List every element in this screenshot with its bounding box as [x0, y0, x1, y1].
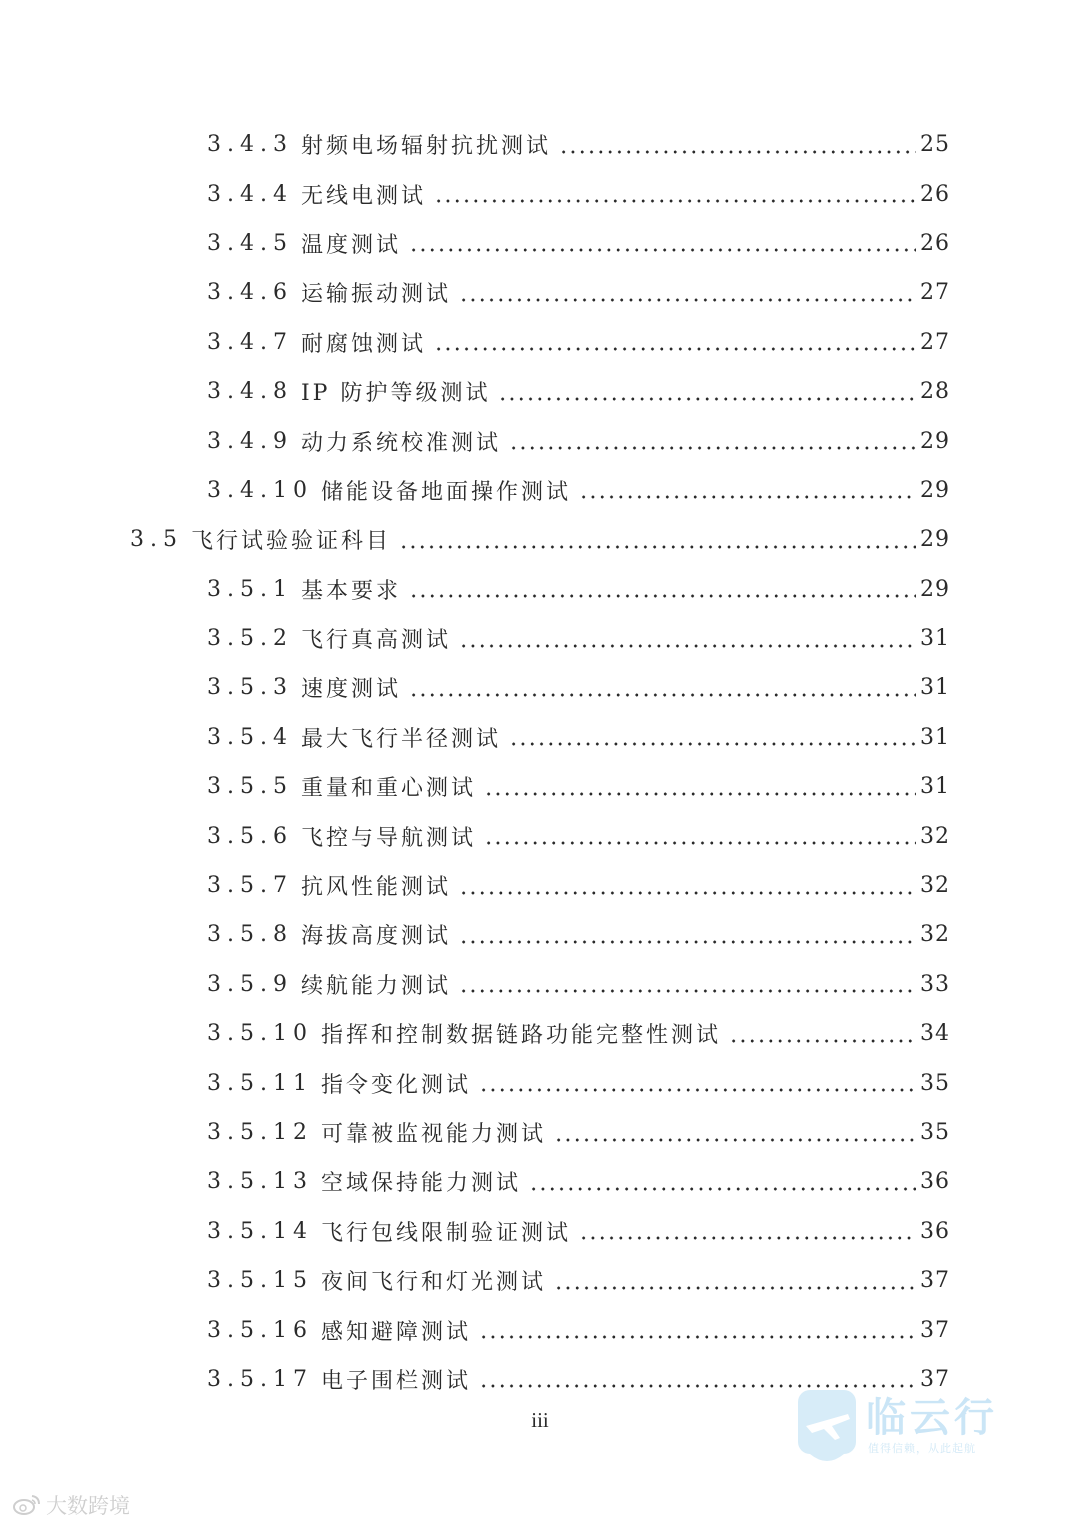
toc-entry-page: 31 — [920, 724, 950, 750]
toc-entry[interactable] — [0, 811, 1080, 860]
watermark-right-title: 临云行 — [866, 1395, 998, 1441]
toc-entry-number: 3.5.10 — [207, 1021, 313, 1047]
toc-dot-leader — [509, 444, 916, 452]
toc-dot-leader — [729, 1037, 916, 1045]
toc-entry-page: 31 — [920, 774, 950, 800]
toc-entry-title: 速度测试 — [300, 677, 401, 703]
toc-entry-title: 温度测试 — [300, 232, 401, 258]
toc-entry-number: 3.5.9 — [207, 971, 293, 997]
toc-entry-title: 指挥和控制数据链路功能完整性测试 — [320, 1023, 721, 1049]
toc-dot-leader — [434, 345, 916, 353]
toc-entry-number: 3.4.6 — [207, 280, 293, 306]
toc-entry-page: 26 — [920, 230, 950, 256]
toc-entry-number: 3.5.11 — [207, 1070, 313, 1096]
toc-entry[interactable] — [0, 318, 1080, 367]
toc-dot-leader — [409, 246, 916, 254]
toc-dot-leader — [409, 592, 916, 600]
toc-entry-page: 28 — [920, 379, 950, 405]
toc-entry-title: 空域保持能力测试 — [320, 1171, 521, 1197]
toc-dot-leader — [559, 148, 916, 156]
toc-entry[interactable] — [0, 861, 1080, 910]
toc-entry-title: 飞行包线限制验证测试 — [320, 1220, 571, 1246]
toc-entry-page: 35 — [920, 1120, 950, 1145]
toc-entry-number: 3.5.3 — [207, 675, 293, 701]
toc-entry-number: 3.5 — [130, 527, 183, 553]
toc-entry-number: 3.5.7 — [207, 873, 293, 899]
toc-entry-page: 32 — [920, 823, 950, 849]
weibo-logo-icon — [12, 1493, 42, 1517]
toc-entry-page: 34 — [920, 1021, 950, 1047]
toc-dot-leader — [484, 839, 916, 847]
toc-entry[interactable] — [0, 614, 1080, 663]
toc-dot-leader — [498, 395, 916, 403]
toc-entry-title: 飞控与导航测试 — [300, 825, 476, 851]
toc-entry-number: 3.5.4 — [207, 724, 293, 750]
toc-entry[interactable] — [0, 515, 1080, 564]
toc-entry-title: 抗风性能测试 — [300, 875, 451, 901]
toc-entry-title: 夜间飞行和灯光测试 — [320, 1270, 546, 1296]
toc-entry[interactable] — [0, 1207, 1080, 1256]
toc-entry-title: 续航能力测试 — [300, 973, 451, 999]
toc-dot-leader — [479, 1333, 916, 1341]
toc-entry-title: 飞行真高测试 — [300, 628, 451, 654]
toc-entry-number: 3.4.10 — [207, 477, 313, 503]
toc-dot-leader — [459, 296, 916, 304]
toc-entry-title: 可靠被监视能力测试 — [320, 1122, 546, 1147]
toc-dot-leader — [579, 1234, 916, 1242]
toc-dot-leader — [459, 642, 916, 650]
toc-dot-leader — [579, 493, 916, 501]
toc-entry-number: 3.5.12 — [207, 1120, 313, 1145]
toc-entry[interactable] — [0, 219, 1080, 268]
toc-entry-page: 29 — [920, 527, 950, 553]
toc-entry[interactable] — [0, 1009, 1080, 1058]
toc-entry-title: IP 防护等级测试 — [300, 381, 491, 407]
watermark-left-text: 大数跨境 — [46, 1494, 130, 1518]
toc-entry-title: 储能设备地面操作测试 — [320, 479, 571, 505]
toc-entry-page: 37 — [920, 1366, 950, 1392]
toc-entry-page: 27 — [920, 280, 950, 306]
toc-entry[interactable] — [0, 1305, 1080, 1354]
toc-entry[interactable] — [0, 713, 1080, 762]
toc-entry-title: 感知避障测试 — [320, 1319, 471, 1345]
toc-entry-number: 3.5.8 — [207, 922, 293, 948]
toc-entry-page: 37 — [920, 1317, 950, 1343]
toc-entry[interactable] — [0, 416, 1080, 465]
toc-entry[interactable] — [0, 910, 1080, 959]
toc-entry-number: 3.5.14 — [207, 1218, 313, 1244]
toc-entry-title: 无线电测试 — [300, 183, 426, 209]
toc-entry-number: 3.4.3 — [207, 132, 293, 158]
toc-dot-leader — [509, 740, 916, 748]
toc-entry-page: 35 — [920, 1070, 950, 1096]
toc-entry[interactable] — [0, 169, 1080, 218]
watermark-right-subtitle: 值得信赖，从此起航 — [868, 1442, 976, 1455]
toc-entry-title: 指令变化测试 — [320, 1072, 471, 1098]
toc-entry[interactable] — [0, 762, 1080, 811]
toc-entry-title: 电子围栏测试 — [320, 1368, 471, 1394]
toc-entry[interactable] — [0, 1157, 1080, 1206]
toc-dot-leader — [479, 1086, 916, 1094]
toc-entry-page: 32 — [920, 873, 950, 899]
toc-entry-page: 27 — [920, 329, 950, 355]
toc-entry-number: 3.4.7 — [207, 329, 293, 355]
toc-entry-number: 3.5.6 — [207, 823, 293, 849]
toc-entry-page: 29 — [920, 428, 950, 454]
toc-dot-leader — [459, 889, 916, 897]
toc-entry-title: 海拔高度测试 — [300, 924, 451, 950]
toc-entry-title: 耐腐蚀测试 — [300, 331, 426, 357]
toc-entry-number: 3.4.8 — [207, 379, 293, 405]
toc-entry-number: 3.5.5 — [207, 774, 293, 800]
toc-entry-title: 运输振动测试 — [300, 282, 451, 308]
toc-entry-number: 3.4.4 — [207, 181, 293, 207]
toc-entry-number: 3.5.2 — [207, 626, 293, 652]
toc-entry-page: 29 — [920, 576, 950, 602]
toc-entry[interactable] — [0, 466, 1080, 515]
toc-dot-leader — [554, 1284, 916, 1292]
toc-entry-page: 25 — [920, 132, 950, 158]
toc-entry-number: 3.4.5 — [207, 230, 293, 256]
toc-dot-leader — [459, 987, 916, 995]
toc-entry-page: 29 — [920, 477, 950, 503]
toc-dot-leader — [399, 543, 916, 551]
toc-entry-page: 32 — [920, 922, 950, 948]
toc-entry[interactable] — [0, 1108, 1080, 1157]
toc-entry-page: 37 — [920, 1268, 950, 1294]
toc-entry-title: 最大飞行半径测试 — [300, 726, 501, 752]
toc-entry-title: 射频电场辐射抗扰测试 — [300, 134, 551, 160]
toc-entry[interactable] — [0, 960, 1080, 1009]
toc-entry[interactable] — [0, 268, 1080, 317]
toc-entry-number: 3.5.13 — [207, 1169, 313, 1195]
toc-entry-title: 飞行试验验证科目 — [191, 529, 392, 555]
toc-entry[interactable] — [0, 1256, 1080, 1305]
toc-dot-leader — [434, 197, 916, 205]
toc-entry-number: 3.5.1 — [207, 576, 293, 602]
toc-dot-leader — [529, 1185, 916, 1193]
toc-entry-title: 基本要求 — [300, 578, 401, 604]
toc-entry-page: 31 — [920, 626, 950, 652]
table-of-contents — [0, 120, 1080, 1404]
watermark-right — [796, 1384, 1036, 1474]
toc-entry[interactable] — [0, 120, 1080, 169]
toc-entry[interactable] — [0, 663, 1080, 712]
toc-entry-page: 36 — [920, 1169, 950, 1195]
toc-entry-number: 3.5.15 — [207, 1268, 313, 1294]
toc-entry-page: 26 — [920, 181, 950, 207]
toc-entry[interactable] — [0, 1058, 1080, 1107]
toc-entry-title: 动力系统校准测试 — [300, 430, 501, 456]
toc-dot-leader — [554, 1136, 916, 1144]
toc-entry-number: 3.5.16 — [207, 1317, 313, 1343]
toc-entry-page: 31 — [920, 675, 950, 701]
toc-entry[interactable] — [0, 565, 1080, 614]
toc-entry-page: 33 — [920, 971, 950, 997]
toc-entry-number: 3.4.9 — [207, 428, 293, 454]
toc-dot-leader — [409, 691, 916, 699]
toc-dot-leader — [459, 938, 916, 946]
airplane-logo-icon — [796, 1388, 858, 1468]
toc-entry-title: 重量和重心测试 — [300, 776, 476, 802]
toc-entry-page: 36 — [920, 1218, 950, 1244]
page-number: iii — [531, 1408, 549, 1432]
toc-dot-leader — [484, 790, 916, 798]
toc-entry-number: 3.5.17 — [207, 1366, 313, 1392]
watermark-left — [12, 1490, 130, 1520]
toc-entry[interactable] — [0, 367, 1080, 416]
